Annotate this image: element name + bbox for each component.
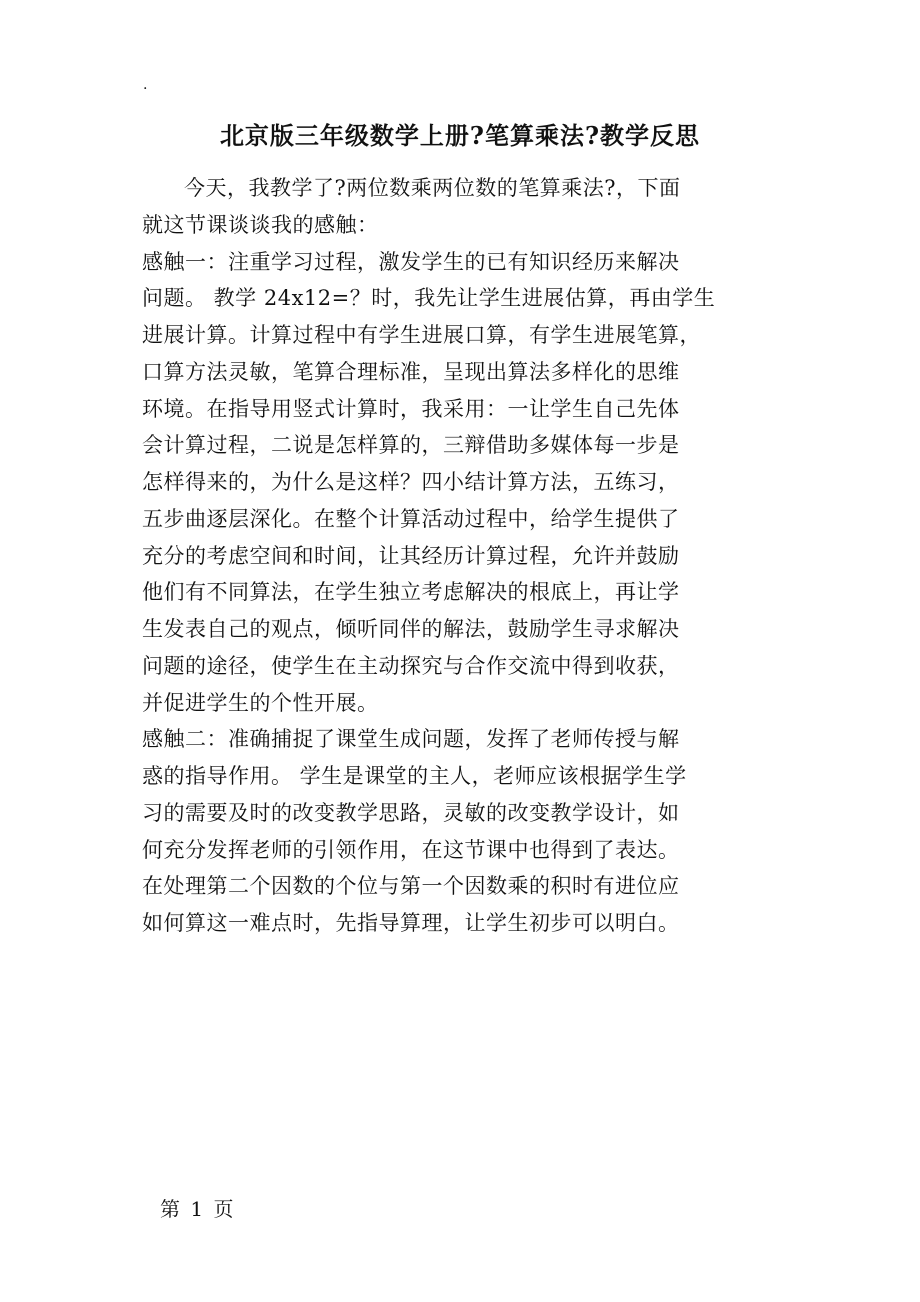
paragraph-line: 感触二：准确捕捉了课堂生成问题，发挥了老师传授与解: [142, 727, 680, 752]
paragraph-line: 环境。在指导用竖式计算时，我采用：一让学生自己先体: [142, 396, 680, 421]
paragraph-line: 生发表自己的观点，倾听同伴的解法，鼓励学生寻求解决: [142, 617, 680, 641]
paragraph-line: 问题。 教学 24x12=？时，我先让学生进展估算，再由学生: [142, 286, 716, 311]
paragraph-line: 并促进学生的个性开展。: [142, 690, 379, 715]
paragraph-line: 感触一：注重学习过程，激发学生的已有知识经历来解决: [142, 249, 680, 274]
document-body: [142, 170, 782, 942]
paragraph-line: 充分的考虑空间和时间，让其经历计算过程，允许并鼓励: [142, 543, 680, 568]
page-number: 第 1 页: [160, 1197, 236, 1221]
paragraph-line: 五步曲逐层深化。在整个计算活动过程中，给学生提供了: [142, 506, 680, 531]
page-marker: .: [143, 77, 148, 93]
document-title: 北京版三年级数学上册?笔算乘法?教学反思: [219, 121, 701, 150]
paragraph-line: 何充分发挥老师的引领作用，在这节课中也得到了表达。: [142, 837, 680, 862]
paragraph-line: 今天，我教学了?两位数乘两位数的笔算乘法?，下面: [184, 176, 681, 200]
paragraph-line: 在处理第二个因数的个位与第一个因数乘的积时有进位应: [142, 874, 680, 899]
paragraph-line: 口算方法灵敏，笔算合理标准，呈现出算法多样化的思维: [142, 359, 680, 384]
paragraph-line: 就这节课谈谈我的感触：: [142, 212, 379, 237]
paragraph-line: 进展计算。计算过程中有学生进展口算，有学生进展笔算，: [142, 323, 701, 347]
paragraph-line: 如何算这一难点时，先指导算理，让学生初步可以明白。: [142, 911, 680, 935]
paragraph-line: 习的需要及时的改变教学思路，灵敏的改变教学设计，如: [142, 800, 680, 825]
paragraph-line: 问题的途径，使学生在主动探究与合作交流中得到收获，: [142, 653, 680, 678]
paragraph-line: 他们有不同算法，在学生独立考虑解决的根底上，再让学: [142, 580, 680, 605]
paragraph-line: 怎样得来的，为什么是这样？四小结计算方法，五练习，: [142, 470, 680, 494]
paragraph-line: 会计算过程，二说是怎样算的，三辩借助多媒体每一步是: [142, 433, 680, 458]
paragraph-line: 惑的指导作用。 学生是课堂的主人，老师应该根据学生学: [142, 764, 687, 788]
